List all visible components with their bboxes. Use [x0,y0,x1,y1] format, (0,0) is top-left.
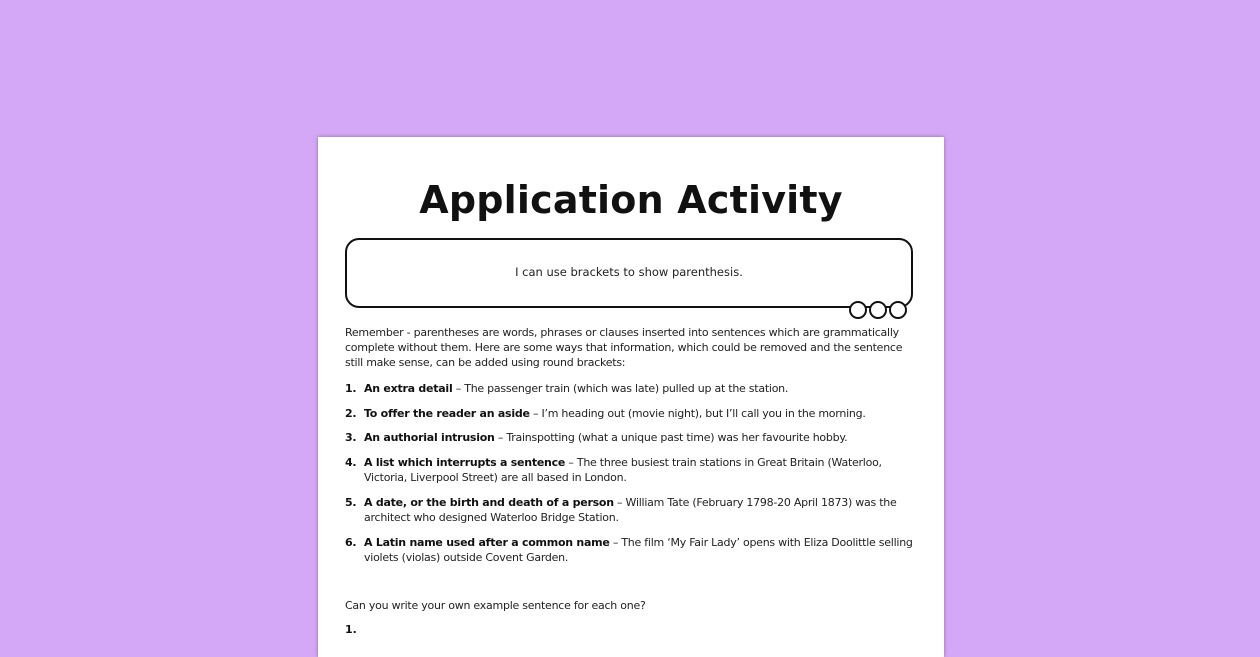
item-heading: To offer the reader an aside [364,406,530,420]
list-item [345,430,920,446]
item-number: 5. [345,495,357,509]
item-heading: An authorial intrusion [364,431,495,444]
worksheet-page [318,137,944,657]
item-heading: A list which interrupts a sentence [364,455,566,469]
item-text: – William Tate (February 1798-20 April 1873) was the architect who designed Waterloo Bridge Station. [364,495,897,524]
item-text: – The film ‘My Fair Lady’ opens with Eliza Doolittle selling violets (violas) outside Covent Garden. [364,535,913,564]
learning-objective-box [345,238,913,308]
answer-number: 1. [345,623,357,636]
list-item [345,535,920,566]
circle-icon [849,301,867,319]
list-item [345,406,920,422]
item-text: – The passenger train (which was late) pulled up at the station. [452,382,789,395]
item-number: 4. [345,455,357,469]
item-number: 1. [345,382,357,395]
item-text: – The three busiest train stations in Great Britain (Waterloo, Victoria, Liverpool Street) are all based in London. [364,455,882,484]
page-title: Application Activity [419,178,843,222]
list-item [345,455,920,486]
decorative-circles [849,301,907,319]
circle-icon [869,301,887,319]
list-item [345,381,920,397]
item-number: 2. [345,406,357,420]
item-number: 6. [345,535,357,549]
item-text: – Trainspotting (what a unique past time) was her favourite hobby. [494,431,848,444]
learning-objective-text: I can use brackets to show parenthesis. [515,265,743,279]
question-prompt: Can you write your own example sentence for each one? [345,599,646,612]
intro-paragraph: Remember - parentheses are words, phrases or clauses inserted into sentences which are grammatically complete without them. Here are some ways that information, which could be removed and the sentence still make sense, can be added using round brackets: [345,326,903,369]
parenthesis-uses-list [345,381,920,575]
circle-icon [889,301,907,319]
list-item [345,495,920,526]
item-heading: An extra detail [364,382,453,395]
item-heading: A date, or the birth and death of a person [364,495,614,509]
item-heading: A Latin name used after a common name [364,535,610,549]
item-text: – I’m heading out (movie night), but I’ll call you in the morning. [529,406,866,420]
item-number: 3. [345,431,357,444]
